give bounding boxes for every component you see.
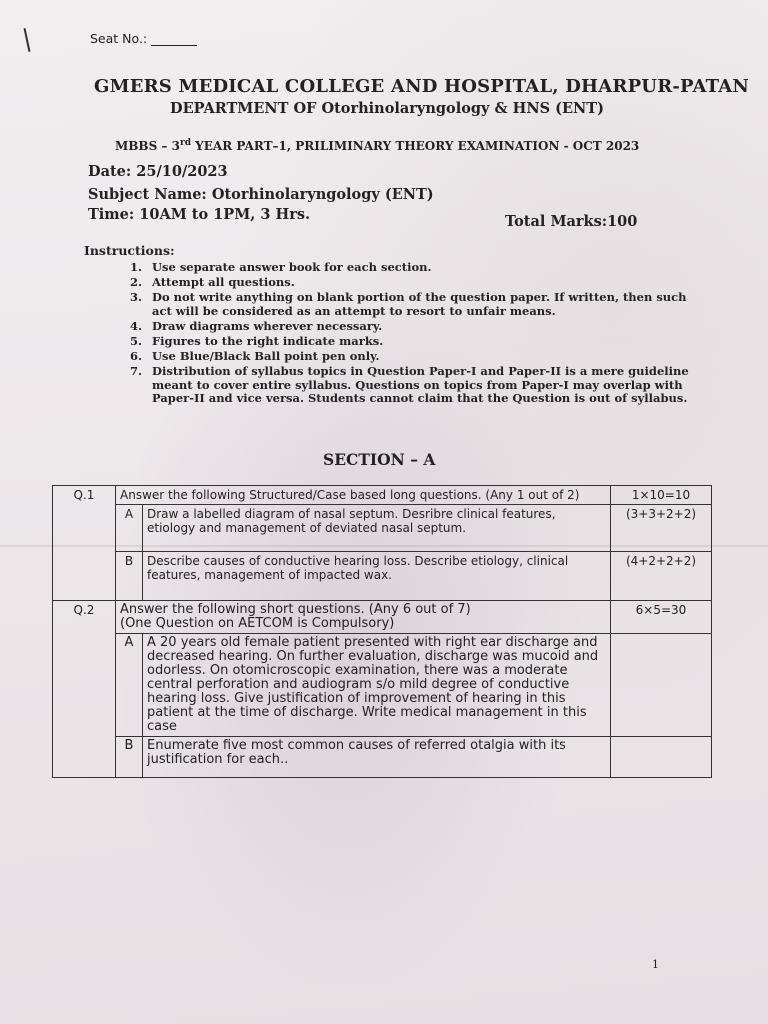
instruction-text: Use Blue/Black Ball point pen only. — [152, 349, 380, 364]
sub-question-text: Enumerate five most common causes of referred otalgia with its justification for each.. — [143, 737, 611, 778]
instruction-text: Attempt all questions. — [152, 275, 295, 290]
instruction-number: 7. — [130, 364, 143, 379]
question-number: Q.1 — [53, 486, 116, 601]
seat-number-field — [90, 31, 197, 46]
question-text — [116, 601, 611, 634]
instruction-number: 2. — [130, 275, 143, 290]
table-row — [53, 505, 712, 552]
instruction-text: Use separate answer book for each section. — [152, 260, 432, 274]
instruction-number: 5. — [130, 334, 143, 349]
instructions-heading: Instructions: — [84, 243, 175, 258]
instruction-number: 4. — [130, 318, 143, 333]
instruction-number: 3. — [130, 290, 143, 305]
sub-question-marks: (3+3+2+2) — [611, 505, 712, 552]
exam-prefix: MBBS – 3 — [115, 139, 180, 153]
question-text: Answer the following Structured/Case based long questions. (Any 1 out of 2) — [116, 486, 611, 505]
seat-blank-line — [151, 45, 197, 46]
sub-question-label: A — [116, 505, 143, 552]
question-number: Q.2 — [53, 601, 116, 778]
page-number: 1 — [652, 958, 659, 971]
instruction-text: Draw diagrams wherever necessary. — [152, 318, 383, 333]
sub-question-label: B — [116, 552, 143, 601]
subject-name: Subject Name: Otorhinolaryngology (ENT) — [88, 186, 434, 203]
sub-question-marks: (4+2+2+2) — [611, 552, 712, 601]
sub-question-label: B — [116, 737, 143, 778]
exam-rest: YEAR PART–1, PRILIMINARY THEORY EXAMINATION - OCT 2023 — [191, 139, 640, 153]
pen-mark — [24, 28, 31, 52]
instruction-text: Distribution of syllabus topics in Question Paper-I and Paper-II is a mere guideline meant to cover entire syllabus. Questions on topics from Paper-I may overlap with Paper-II and vice versa. Students cannot claim that the Question is out of syllabus. — [152, 364, 689, 405]
exam-sup: rd — [179, 138, 191, 148]
sub-question-marks — [611, 737, 712, 778]
table-row — [53, 634, 712, 737]
instruction-text: Do not write anything on blank portion of the question paper. If written, then such act will be considered as an attempt to resort to unfair means. — [152, 290, 687, 318]
question-marks: 1×10=10 — [611, 486, 712, 505]
instruction-item — [130, 335, 690, 348]
question-line-2: (One Question on AETCOM is Compulsory) — [120, 616, 395, 631]
table-row — [53, 601, 712, 634]
table-row — [53, 552, 712, 601]
instruction-item — [130, 261, 690, 274]
instruction-item — [130, 291, 690, 317]
questions-table — [52, 485, 712, 778]
question-marks: 6×5=30 — [611, 601, 712, 634]
sub-question-text: A 20 years old female patient presented with right ear discharge and decreased hearing. On further evaluation, discharge was mucoid and odorless. On otomicroscopic examination, there was a moderate central perforation and audiogram s/o mild degree of conductive hearing loss. Give justification of improvement of hearing in this patient at the time of discharge. Write medical management in this case — [143, 634, 611, 737]
exam-date: Date: 25/10/2023 — [88, 163, 228, 180]
sub-question-text: Draw a labelled diagram of nasal septum. Desribre clinical features, etiology and management of deviated nasal septum. — [143, 505, 611, 552]
instruction-item — [130, 276, 690, 289]
sub-question-text: Describe causes of conductive hearing loss. Describe etiology, clinical features, management of impacted wax. — [143, 552, 611, 601]
instruction-item — [130, 350, 690, 363]
department-name: DEPARTMENT OF Otorhinolaryngology & HNS (ENT) — [170, 100, 604, 117]
college-name: GMERS MEDICAL COLLEGE AND HOSPITAL, DHARPUR-PATAN — [94, 76, 750, 97]
section-title: SECTION – A — [323, 450, 436, 469]
instruction-item — [130, 320, 690, 333]
seat-label: Seat No.: — [90, 31, 148, 46]
instruction-number: 1. — [130, 260, 143, 274]
question-line-1: Answer the following short questions. (Any 6 out of 7) — [120, 602, 471, 617]
instruction-item — [130, 365, 690, 405]
total-marks: Total Marks:100 — [505, 213, 638, 230]
table-row — [53, 486, 712, 505]
exam-time: Time: 10AM to 1PM, 3 Hrs. — [88, 206, 311, 223]
instruction-text: Figures to the right indicate marks. — [152, 334, 384, 349]
sub-question-marks — [611, 634, 712, 737]
sub-question-label: A — [116, 634, 143, 737]
table-row — [53, 737, 712, 778]
exam-title — [115, 138, 639, 153]
instructions-list — [130, 261, 690, 407]
instruction-number: 6. — [130, 349, 143, 364]
